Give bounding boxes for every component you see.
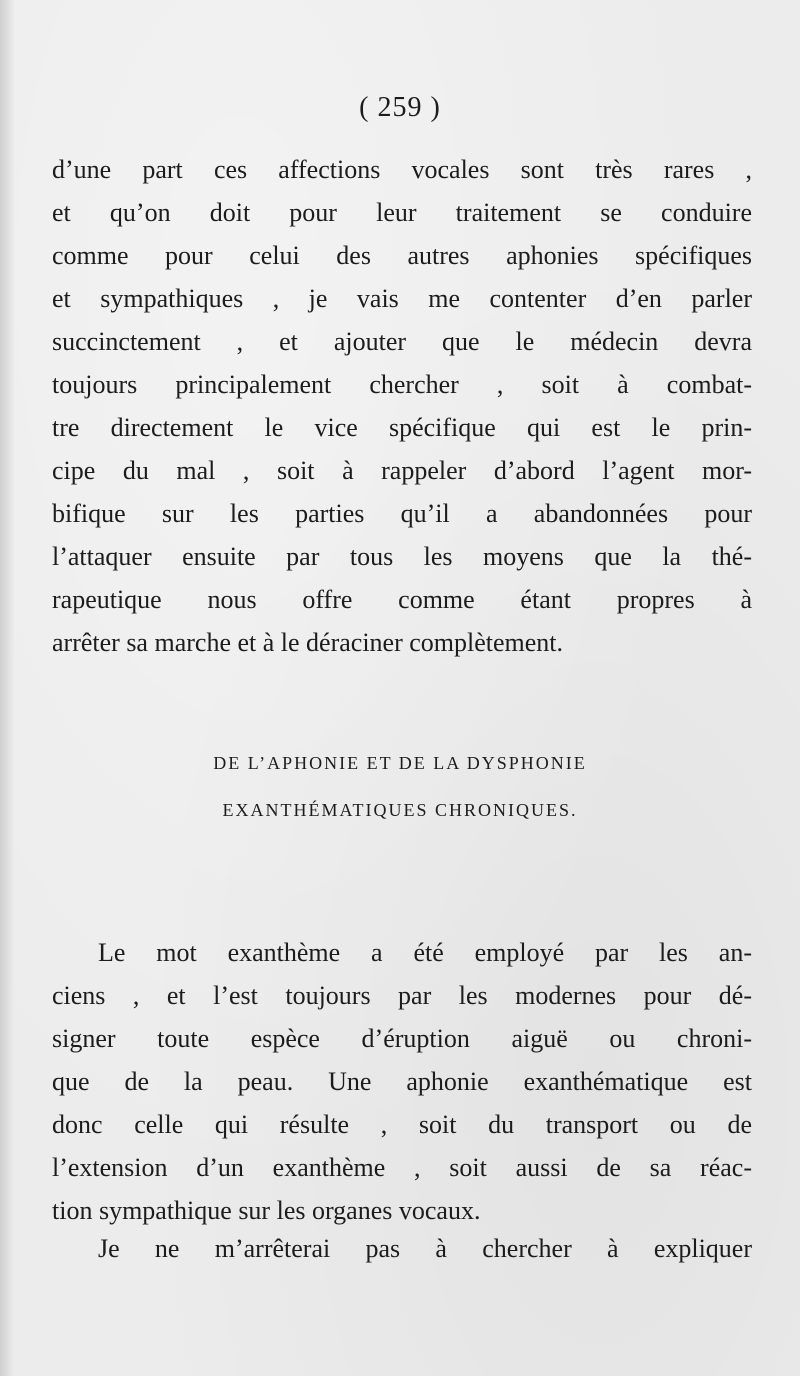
text-line: comme pour celui des autres aphonies spécifiques <box>52 241 752 270</box>
text-line: signer toute espèce d’éruption aiguë ou chroni- <box>52 1024 752 1053</box>
text-line: Le mot exanthème a été employé par les an- <box>98 938 752 967</box>
text-line: d’une part ces affections vocales sont très rares , <box>52 155 752 184</box>
text-line: rapeutique nous offre comme étant propres à <box>52 585 752 614</box>
text-line: arrêter sa marche et à le déraciner complètement. <box>52 628 564 657</box>
text-line: et sympathiques , je vais me contenter d’en parler <box>52 284 752 313</box>
text-line: succinctement , et ajouter que le médecin devra <box>52 327 752 356</box>
text-line: Je ne m’arrêterai pas à chercher à expliquer <box>98 1234 752 1263</box>
text-line: tion sympathique sur les organes vocaux. <box>52 1196 481 1225</box>
text-line: l’attaquer ensuite par tous les moyens que la thé- <box>52 542 752 571</box>
text-line: bifique sur les parties qu’il a abandonnées pour <box>52 499 752 528</box>
text-line: donc celle qui résulte , soit du transport ou de <box>52 1110 752 1139</box>
text-line: toujours principalement chercher , soit à combat- <box>52 370 752 399</box>
section-heading-line-1: DE L’APHONIE ET DE LA DYSPHONIE <box>213 753 587 773</box>
text-line: que de la peau. Une aphonie exanthématique est <box>52 1067 752 1096</box>
text-line: ciens , et l’est toujours par les modernes pour dé- <box>52 981 752 1010</box>
text-line: l’extension d’un exanthème , soit aussi de sa réac- <box>52 1153 752 1182</box>
paragraph-continuation <box>52 148 752 664</box>
paragraph-definition <box>52 931 752 1232</box>
page-binding-edge <box>0 0 14 1376</box>
section-heading-line-2: EXANTHÉMATIQUES CHRONIQUES. <box>222 800 578 820</box>
text-line: tre directement le vice spécifique qui est le prin- <box>52 413 752 442</box>
page-number: ( 259 ) <box>359 92 441 123</box>
text-line: cipe du mal , soit à rappeler d’abord l’agent mor- <box>52 456 752 485</box>
paragraph-next <box>52 1227 752 1270</box>
text-line: et qu’on doit pour leur traitement se conduire <box>52 198 752 227</box>
